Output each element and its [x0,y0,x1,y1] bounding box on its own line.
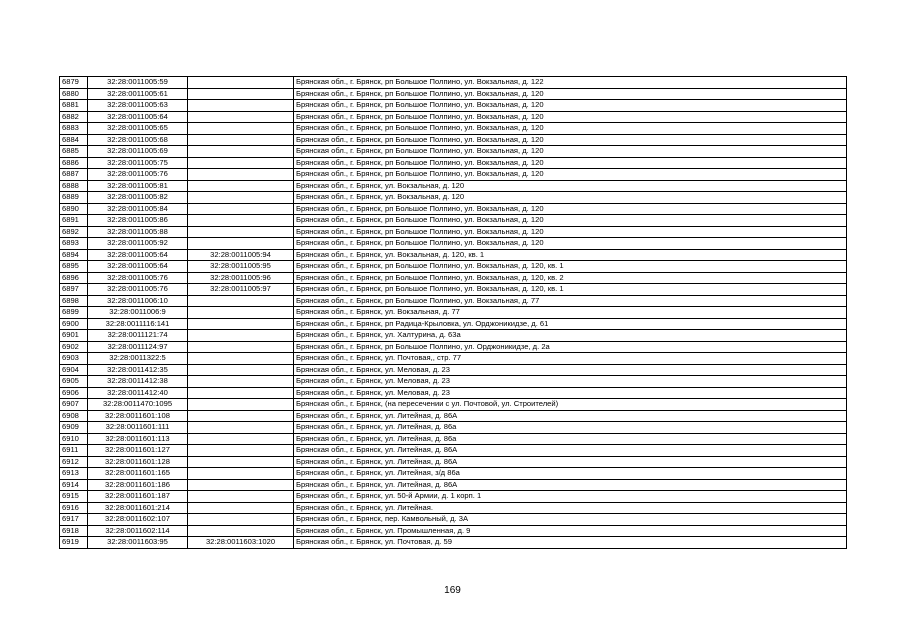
table-row [60,123,847,135]
row-number-cell: 6891 [60,215,88,227]
row-number-cell: 6881 [60,100,88,112]
address-cell: Брянская обл., г. Брянск, ул. Литейная, д. 86А [294,410,847,422]
row-number-cell: 6879 [60,77,88,89]
linked-cadastral-number-cell [188,410,294,422]
table-row [60,238,847,250]
table-row [60,111,847,123]
linked-cadastral-number-cell [188,88,294,100]
row-number-cell: 6882 [60,111,88,123]
table-row [60,272,847,284]
address-cell: Брянская обл., г. Брянск, ул. Вокзальная, д. 120, кв. 1 [294,249,847,261]
cadastral-number-cell: 32:28:0011412:40 [88,387,188,399]
row-number-cell: 6910 [60,433,88,445]
address-cell: Брянская обл., г. Брянск, рп Большое Полпино, ул. Вокзальная, д. 120 [294,146,847,158]
cadastral-number-cell: 32:28:0011005:81 [88,180,188,192]
linked-cadastral-number-cell [188,157,294,169]
linked-cadastral-number-cell [188,399,294,411]
cadastral-number-cell: 32:28:0011005:61 [88,88,188,100]
page-number: 169 [444,585,461,596]
table-row [60,387,847,399]
row-number-cell: 6883 [60,123,88,135]
table-row [60,215,847,227]
row-number-cell: 6909 [60,422,88,434]
table-row [60,295,847,307]
table-row [60,399,847,411]
address-cell: Брянская обл., г. Брянск, рп Большое Полпино, ул. Вокзальная, д. 120, кв. 1 [294,261,847,273]
table-row [60,491,847,503]
cadastral-number-cell: 32:28:0011121:74 [88,330,188,342]
table-row [60,514,847,526]
row-number-cell: 6884 [60,134,88,146]
linked-cadastral-number-cell: 32:28:0011603:1020 [188,537,294,549]
cadastral-number-cell: 32:28:0011005:64 [88,261,188,273]
table-row [60,376,847,388]
cadastral-number-cell: 32:28:0011005:76 [88,272,188,284]
cadastral-number-cell: 32:28:0011005:69 [88,146,188,158]
table-row [60,502,847,514]
cadastral-number-cell: 32:28:0011005:76 [88,169,188,181]
address-cell: Брянская обл., г. Брянск, ул. Литейная, д. 86а [294,433,847,445]
address-cell: Брянская обл., г. Брянск, ул. 50-й Армии, д. 1 корп. 1 [294,491,847,503]
row-number-cell: 6900 [60,318,88,330]
cadastral-number-cell: 32:28:0011006:9 [88,307,188,319]
cadastral-number-cell: 32:28:0011601:187 [88,491,188,503]
address-cell: Брянская обл., г. Брянск, рп Большое Полпино, ул. Вокзальная, д. 77 [294,295,847,307]
table-row [60,433,847,445]
cadastral-number-cell: 32:28:0011005:88 [88,226,188,238]
linked-cadastral-number-cell [188,123,294,135]
row-number-cell: 6886 [60,157,88,169]
cadastral-number-cell: 32:28:0011603:95 [88,537,188,549]
table-row [60,180,847,192]
row-number-cell: 6916 [60,502,88,514]
table-row [60,410,847,422]
cadastral-number-cell: 32:28:0011005:76 [88,284,188,296]
address-cell: Брянская обл., г. Брянск, рп Радица-Крыловка, ул. Орджоникидзе, д. 61 [294,318,847,330]
row-number-cell: 6885 [60,146,88,158]
address-cell: Брянская обл., г. Брянск, ул. Вокзальная, д. 120 [294,180,847,192]
linked-cadastral-number-cell: 32:28:0011005:97 [188,284,294,296]
table-row [60,445,847,457]
row-number-cell: 6890 [60,203,88,215]
address-cell: Брянская обл., г. Брянск, ул. Вокзальная, д. 120 [294,192,847,204]
address-cell: Брянская обл., г. Брянск, рп Большое Полпино, ул. Вокзальная, д. 120 [294,203,847,215]
linked-cadastral-number-cell [188,514,294,526]
table-row [60,77,847,89]
cadastral-number-cell: 32:28:0011601:108 [88,410,188,422]
linked-cadastral-number-cell [188,318,294,330]
table-row [60,249,847,261]
linked-cadastral-number-cell [188,525,294,537]
address-cell: Брянская обл., г. Брянск, (на пересечении с ул. Почтовой, ул. Строителей) [294,399,847,411]
cadastral-number-cell: 32:28:0011005:82 [88,192,188,204]
cadastral-number-cell: 32:28:0011005:84 [88,203,188,215]
row-number-cell: 6908 [60,410,88,422]
address-cell: Брянская обл., г. Брянск, рп Большое Полпино, ул. Вокзальная, д. 120 [294,226,847,238]
linked-cadastral-number-cell: 32:28:0011005:96 [188,272,294,284]
table-row [60,100,847,112]
table-row [60,468,847,480]
address-cell: Брянская обл., г. Брянск, ул. Вокзальная, д. 77 [294,307,847,319]
address-cell: Брянская обл., г. Брянск, ул. Почтовая,, стр. 77 [294,353,847,365]
table-row [60,364,847,376]
cadastral-number-cell: 32:28:0011601:186 [88,479,188,491]
linked-cadastral-number-cell: 32:28:0011005:94 [188,249,294,261]
cadastral-number-cell: 32:28:0011124:97 [88,341,188,353]
linked-cadastral-number-cell [188,100,294,112]
row-number-cell: 6913 [60,468,88,480]
row-number-cell: 6914 [60,479,88,491]
cadastral-number-cell: 32:28:0011602:114 [88,525,188,537]
cadastral-number-cell: 32:28:0011005:63 [88,100,188,112]
address-cell: Брянская обл., г. Брянск, рп Большое Полпино, ул. Вокзальная, д. 120 [294,157,847,169]
table-row [60,341,847,353]
cadastral-number-cell: 32:28:0011412:35 [88,364,188,376]
address-cell: Брянская обл., г. Брянск, рп Большое Полпино, ул. Вокзальная, д. 120 [294,123,847,135]
cadastral-number-cell: 32:28:0011116:141 [88,318,188,330]
linked-cadastral-number-cell [188,433,294,445]
row-number-cell: 6912 [60,456,88,468]
table-row [60,134,847,146]
row-number-cell: 6919 [60,537,88,549]
address-cell: Брянская обл., г. Брянск, ул. Литейная, д. 86А [294,456,847,468]
table-row [60,479,847,491]
row-number-cell: 6887 [60,169,88,181]
table-row [60,537,847,549]
address-cell: Брянская обл., г. Брянск, ул. Литейная, д. 86а [294,422,847,434]
address-cell: Брянская обл., г. Брянск, ул. Почтовая, д. 59 [294,537,847,549]
cadastral-number-cell: 32:28:0011005:86 [88,215,188,227]
address-cell: Брянская обл., г. Брянск, ул. Литейная, з/д 86а [294,468,847,480]
linked-cadastral-number-cell [188,376,294,388]
address-cell: Брянская обл., г. Брянск, ул. Литейная, д. 86А [294,445,847,457]
table-row [60,330,847,342]
linked-cadastral-number-cell [188,502,294,514]
address-cell: Брянская обл., г. Брянск, рп Большое Полпино, ул. Вокзальная, д. 120 [294,88,847,100]
linked-cadastral-number-cell [188,341,294,353]
cadastral-number-cell: 32:28:0011322:5 [88,353,188,365]
address-cell: Брянская обл., г. Брянск, ул. Промышленная, д. 9 [294,525,847,537]
linked-cadastral-number-cell [188,111,294,123]
linked-cadastral-number-cell [188,192,294,204]
row-number-cell: 6892 [60,226,88,238]
table-row [60,157,847,169]
cadastral-number-cell: 32:28:0011005:65 [88,123,188,135]
table-row [60,456,847,468]
linked-cadastral-number-cell [188,226,294,238]
linked-cadastral-number-cell [188,456,294,468]
cadastral-number-cell: 32:28:0011470:1095 [88,399,188,411]
cadastral-number-cell: 32:28:0011601:165 [88,468,188,480]
table-row [60,284,847,296]
row-number-cell: 6918 [60,525,88,537]
cadastral-number-cell: 32:28:0011601:128 [88,456,188,468]
row-number-cell: 6896 [60,272,88,284]
table-row [60,226,847,238]
table-row [60,307,847,319]
row-number-cell: 6911 [60,445,88,457]
address-cell: Брянская обл., г. Брянск, ул. Литейная, д. 86А [294,479,847,491]
linked-cadastral-number-cell [188,180,294,192]
address-cell: Брянская обл., г. Брянск, рп Большое Полпино, ул. Вокзальная, д. 120 [294,238,847,250]
property-registry-table [59,76,847,549]
address-cell: Брянская обл., г. Брянск, пер. Камвольный, д. 3А [294,514,847,526]
row-number-cell: 6898 [60,295,88,307]
table-row [60,318,847,330]
table-row [60,169,847,181]
cadastral-number-cell: 32:28:0011601:127 [88,445,188,457]
address-cell: Брянская обл., г. Брянск, рп Большое Полпино, ул. Вокзальная, д. 120 [294,100,847,112]
cadastral-number-cell: 32:28:0011006:10 [88,295,188,307]
address-cell: Брянская обл., г. Брянск, рп Большое Полпино, ул. Вокзальная, д. 122 [294,77,847,89]
linked-cadastral-number-cell [188,169,294,181]
row-number-cell: 6904 [60,364,88,376]
cadastral-number-cell: 32:28:0011601:111 [88,422,188,434]
linked-cadastral-number-cell [188,77,294,89]
table-row [60,525,847,537]
cadastral-number-cell: 32:28:0011005:64 [88,111,188,123]
linked-cadastral-number-cell [188,134,294,146]
row-number-cell: 6897 [60,284,88,296]
address-cell: Брянская обл., г. Брянск, рп Большое Полпино, ул. Орджоникидзе, д. 2а [294,341,847,353]
row-number-cell: 6905 [60,376,88,388]
address-cell: Брянская обл., г. Брянск, рп Большое Полпино, ул. Вокзальная, д. 120 [294,169,847,181]
linked-cadastral-number-cell [188,364,294,376]
address-cell: Брянская обл., г. Брянск, рп Большое Полпино, ул. Вокзальная, д. 120, кв. 1 [294,284,847,296]
table-row [60,88,847,100]
row-number-cell: 6893 [60,238,88,250]
table-row [60,422,847,434]
linked-cadastral-number-cell [188,422,294,434]
row-number-cell: 6889 [60,192,88,204]
cadastral-number-cell: 32:28:0011602:107 [88,514,188,526]
address-cell: Брянская обл., г. Брянск, ул. Меловая, д. 23 [294,364,847,376]
table-row [60,261,847,273]
table-row [60,192,847,204]
row-number-cell: 6888 [60,180,88,192]
row-number-cell: 6907 [60,399,88,411]
cadastral-number-cell: 32:28:0011005:68 [88,134,188,146]
table-row [60,146,847,158]
address-cell: Брянская обл., г. Брянск, ул. Меловая, д. 23 [294,387,847,399]
linked-cadastral-number-cell: 32:28:0011005:95 [188,261,294,273]
cadastral-number-cell: 32:28:0011005:75 [88,157,188,169]
cadastral-number-cell: 32:28:0011601:214 [88,502,188,514]
address-cell: Брянская обл., г. Брянск, ул. Меловая, д. 23 [294,376,847,388]
linked-cadastral-number-cell [188,479,294,491]
address-cell: Брянская обл., г. Брянск, ул. Халтурина, д. 63а [294,330,847,342]
address-cell: Брянская обл., г. Брянск, рп Большое Полпино, ул. Вокзальная, д. 120 [294,111,847,123]
row-number-cell: 6901 [60,330,88,342]
linked-cadastral-number-cell [188,146,294,158]
row-number-cell: 6880 [60,88,88,100]
row-number-cell: 6895 [60,261,88,273]
linked-cadastral-number-cell [188,445,294,457]
table-row [60,203,847,215]
cadastral-number-cell: 32:28:0011005:64 [88,249,188,261]
address-cell: Брянская обл., г. Брянск, рп Большое Полпино, ул. Вокзальная, д. 120 [294,134,847,146]
cadastral-number-cell: 32:28:0011005:59 [88,77,188,89]
cadastral-number-cell: 32:28:0011601:113 [88,433,188,445]
row-number-cell: 6894 [60,249,88,261]
address-cell: Брянская обл., г. Брянск, рп Большое Полпино, ул. Вокзальная, д. 120 [294,215,847,227]
linked-cadastral-number-cell [188,468,294,480]
row-number-cell: 6899 [60,307,88,319]
linked-cadastral-number-cell [188,295,294,307]
table-row [60,353,847,365]
row-number-cell: 6915 [60,491,88,503]
linked-cadastral-number-cell [188,330,294,342]
row-number-cell: 6902 [60,341,88,353]
row-number-cell: 6903 [60,353,88,365]
address-cell: Брянская обл., г. Брянск, ул. Литейная. [294,502,847,514]
row-number-cell: 6906 [60,387,88,399]
linked-cadastral-number-cell [188,387,294,399]
linked-cadastral-number-cell [188,215,294,227]
registry-body [60,77,847,549]
linked-cadastral-number-cell [188,203,294,215]
address-cell: Брянская обл., г. Брянск, рп Большое Полпино, ул. Вокзальная, д. 120, кв. 2 [294,272,847,284]
linked-cadastral-number-cell [188,353,294,365]
cadastral-number-cell: 32:28:0011412:38 [88,376,188,388]
linked-cadastral-number-cell [188,491,294,503]
linked-cadastral-number-cell [188,238,294,250]
cadastral-number-cell: 32:28:0011005:92 [88,238,188,250]
row-number-cell: 6917 [60,514,88,526]
linked-cadastral-number-cell [188,307,294,319]
